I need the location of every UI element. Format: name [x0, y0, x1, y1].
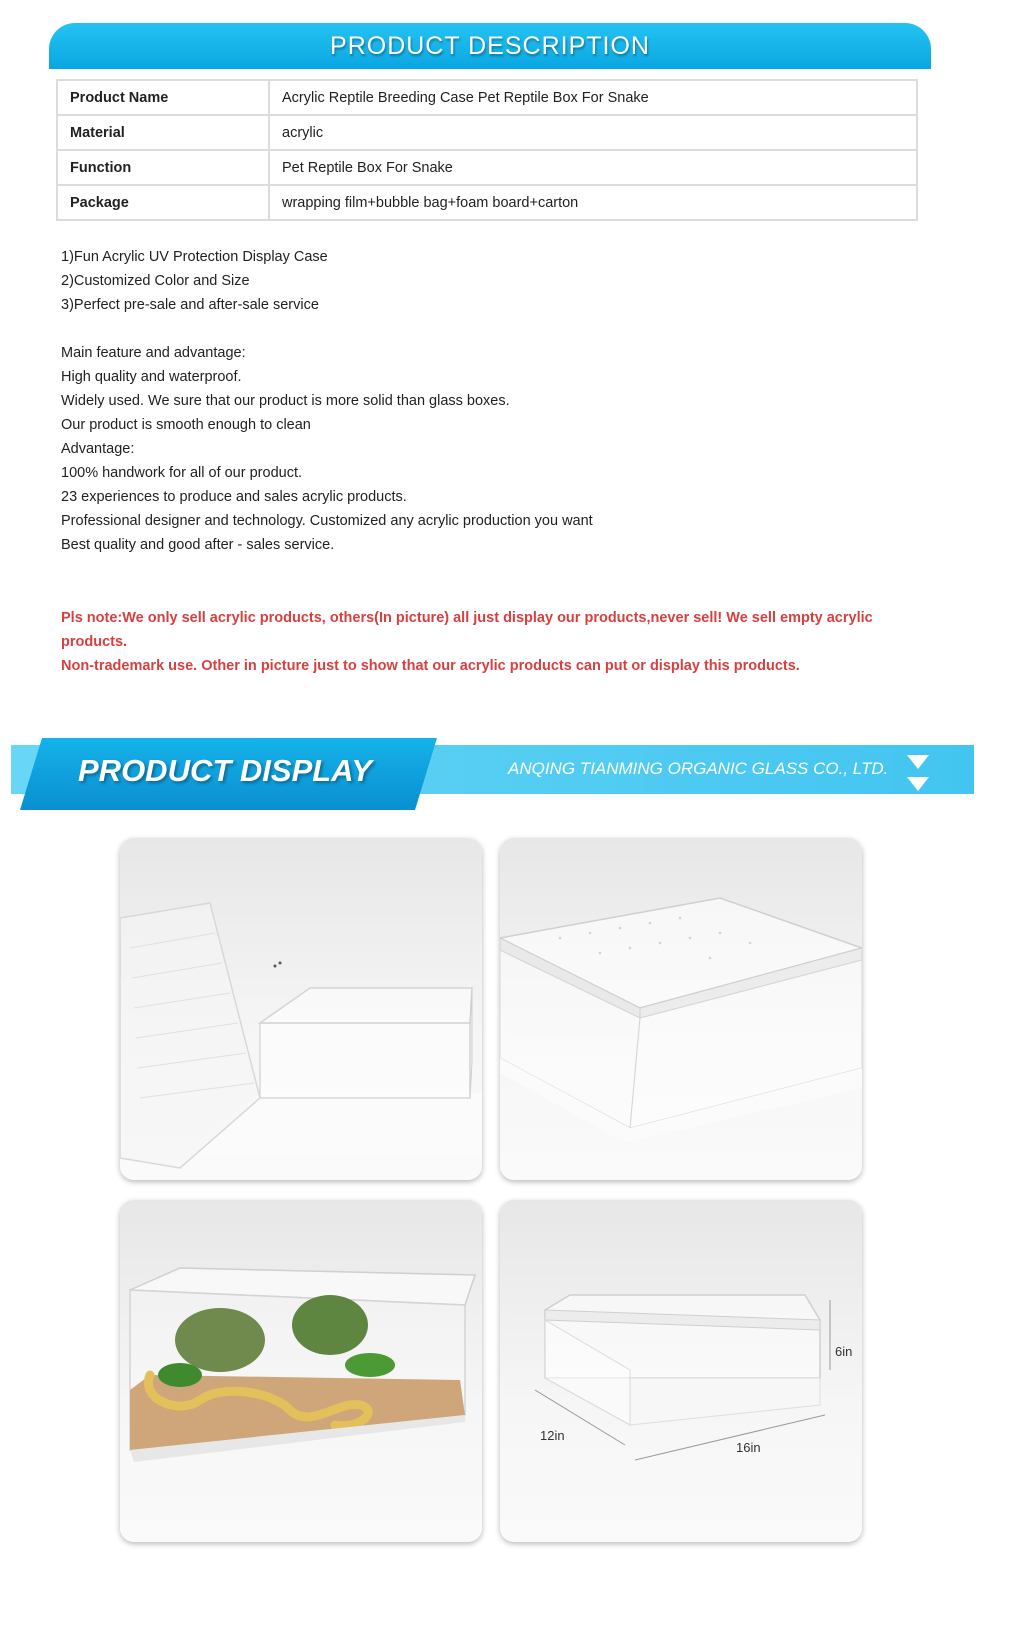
spec-value: wrapping film+bubble bag+foam board+carton	[269, 185, 917, 220]
acrylic-box-lid-open-image	[120, 838, 482, 1180]
product-description-banner	[49, 23, 931, 69]
note-line: Pls note:We only sell acrylic products, others(In picture) all just display our products,never sell! We sell empty acrylic products.	[61, 610, 873, 650]
spec-value: Acrylic Reptile Breeding Case Pet Reptile Box For Snake	[269, 80, 917, 115]
feature-list	[61, 245, 941, 557]
chevron-down-icon	[907, 777, 929, 791]
advantage-line: Main feature and advantage:	[61, 345, 246, 361]
width-label: 16in	[736, 1440, 761, 1455]
spec-table	[56, 79, 918, 221]
advantage-line: Our product is smooth enough to clean	[61, 417, 311, 433]
company-name: ANQING TIANMING ORGANIC GLASS CO., LTD.	[508, 759, 889, 778]
depth-label: 12in	[540, 1428, 565, 1443]
table-row	[57, 185, 917, 220]
acrylic-box-with-snake-image	[120, 1200, 482, 1542]
acrylic-box-closed-image	[500, 838, 862, 1180]
feature-item: 2)Customized Color and Size	[61, 273, 250, 289]
product-description-title: PRODUCT DESCRIPTION	[330, 31, 650, 60]
note-line: Non-trademark use. Other in picture just to show that our acrylic products can put or display this products.	[61, 658, 800, 674]
product-photo	[500, 1200, 862, 1542]
spec-label: Material	[57, 115, 269, 150]
chevron-down-icon	[907, 755, 929, 769]
advantage-line: High quality and waterproof.	[61, 369, 242, 385]
table-row	[57, 115, 917, 150]
feature-item: 3)Perfect pre-sale and after-sale service	[61, 297, 319, 313]
height-label: 6in	[835, 1344, 853, 1359]
table-row	[57, 150, 917, 185]
spec-value: acrylic	[269, 115, 917, 150]
product-display-title: PRODUCT DISPLAY	[78, 753, 372, 788]
table-row	[57, 80, 917, 115]
advantage-line: 23 experiences to produce and sales acrylic products.	[61, 489, 407, 505]
advantage-line: 100% handwork for all of our product.	[61, 465, 302, 481]
advantage-line: Professional designer and technology. Customized any acrylic production you want	[61, 513, 593, 529]
spec-value: Pet Reptile Box For Snake	[269, 150, 917, 185]
spec-label: Package	[57, 185, 269, 220]
spec-label: Product Name	[57, 80, 269, 115]
product-photo	[500, 838, 862, 1180]
advantage-line: Advantage:	[61, 441, 135, 457]
disclaimer-note	[61, 606, 921, 678]
spec-label: Function	[57, 150, 269, 185]
advantage-line: Best quality and good after - sales service.	[61, 537, 335, 553]
feature-item: 1)Fun Acrylic UV Protection Display Case	[61, 249, 328, 265]
product-display-banner	[0, 735, 1021, 813]
acrylic-box-dimensions-image	[500, 1200, 862, 1542]
advantage-line: Widely used. We sure that our product is more solid than glass boxes.	[61, 393, 510, 409]
product-photo	[120, 1200, 482, 1542]
product-photo	[120, 838, 482, 1180]
